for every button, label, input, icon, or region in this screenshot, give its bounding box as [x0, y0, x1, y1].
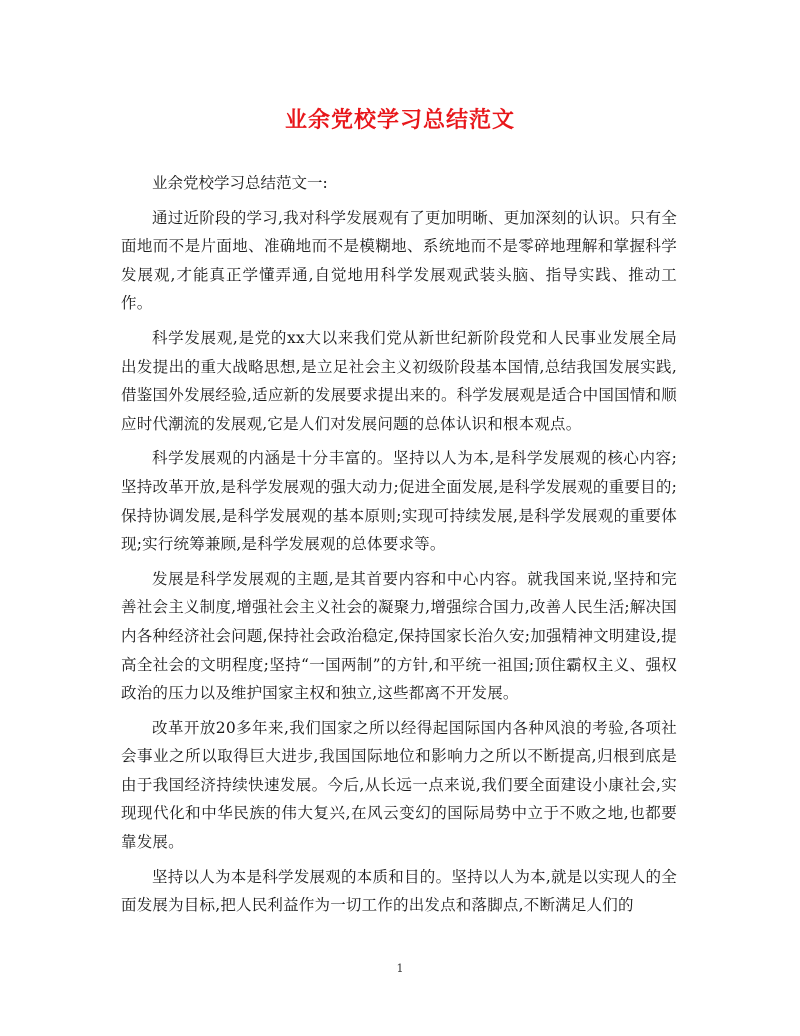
paragraph-1: 通过近阶段的学习,我对科学发展观有了更加明晰、更加深刻的认识。只有全面地而不是片面地、准确地而不是模糊地、系统地而不是零碎地理解和掌握科学发展观,才能真正学懂弄通,自觉地用科学发展观武装头脑、指导实践、推动工作。	[121, 208, 677, 313]
paragraph-6: 坚持以人为本是科学发展观的本质和目的。坚持以人为本,就是以实现人的全面发展为目标,把人民利益作为一切工作的出发点和落脚点,不断满足人们的	[121, 867, 677, 915]
paragraph-2: 科学发展观,是党的xx大以来我们党从新世纪新阶段党和人民事业发展全局出发提出的重大战略思想,是立足社会主义初级阶段基本国情,总结我国发展实践,借鉴国外发展经验,适应新的发展要求提出来的。科学发展观是适合中国国情和顺应时代潮流的发展观,它是人们对发展问题的总体认识和根本观点。	[121, 328, 677, 433]
section-heading: 业余党校学习总结范文一:	[152, 174, 328, 192]
paragraph-5: 改革开放20多年来,我们国家之所以经得起国际国内各种风浪的考验,各项社会事业之所以取得巨大进步,我国国际地位和影响力之所以不断提高,归根到底是由于我国经济持续快速发展。今后,从长远一点来说,我们要全面建设小康社会,实现现代化和中华民族的伟大复兴,在风云变幻的国际局势中立于不败之地,也都要靠发展。	[121, 718, 677, 852]
document-title: 业余党校学习总结范文	[284, 107, 515, 133]
document-body	[121, 169, 677, 926]
page-number: 1	[396, 962, 404, 975]
paragraph-3: 科学发展观的内涵是十分丰富的。坚持以人为本,是科学发展观的核心内容;坚持改革开放,是科学发展观的强大动力;促进全面发展,是科学发展观的重要目的;保持协调发展,是科学发展观的基本原则;实现可持续发展,是科学发展观的重要体现;实行统筹兼顾,是科学发展观的总体要求等。	[121, 449, 677, 554]
paragraph-4: 发展是科学发展观的主题,是其首要内容和中心内容。就我国来说,坚持和完善社会主义制度,增强社会主义社会的凝聚力,增强综合国力,改善人民生活;解决国内各种经济社会问题,保持社会政治稳定,保持国家长治久安;加强精神文明建设,提高全社会的文明程度;坚持“一国两制”的方针,和平统一祖国;顶住霸权主义、强权政治的压力以及维护国家主权和独立,这些都离不开发展。	[121, 569, 677, 703]
